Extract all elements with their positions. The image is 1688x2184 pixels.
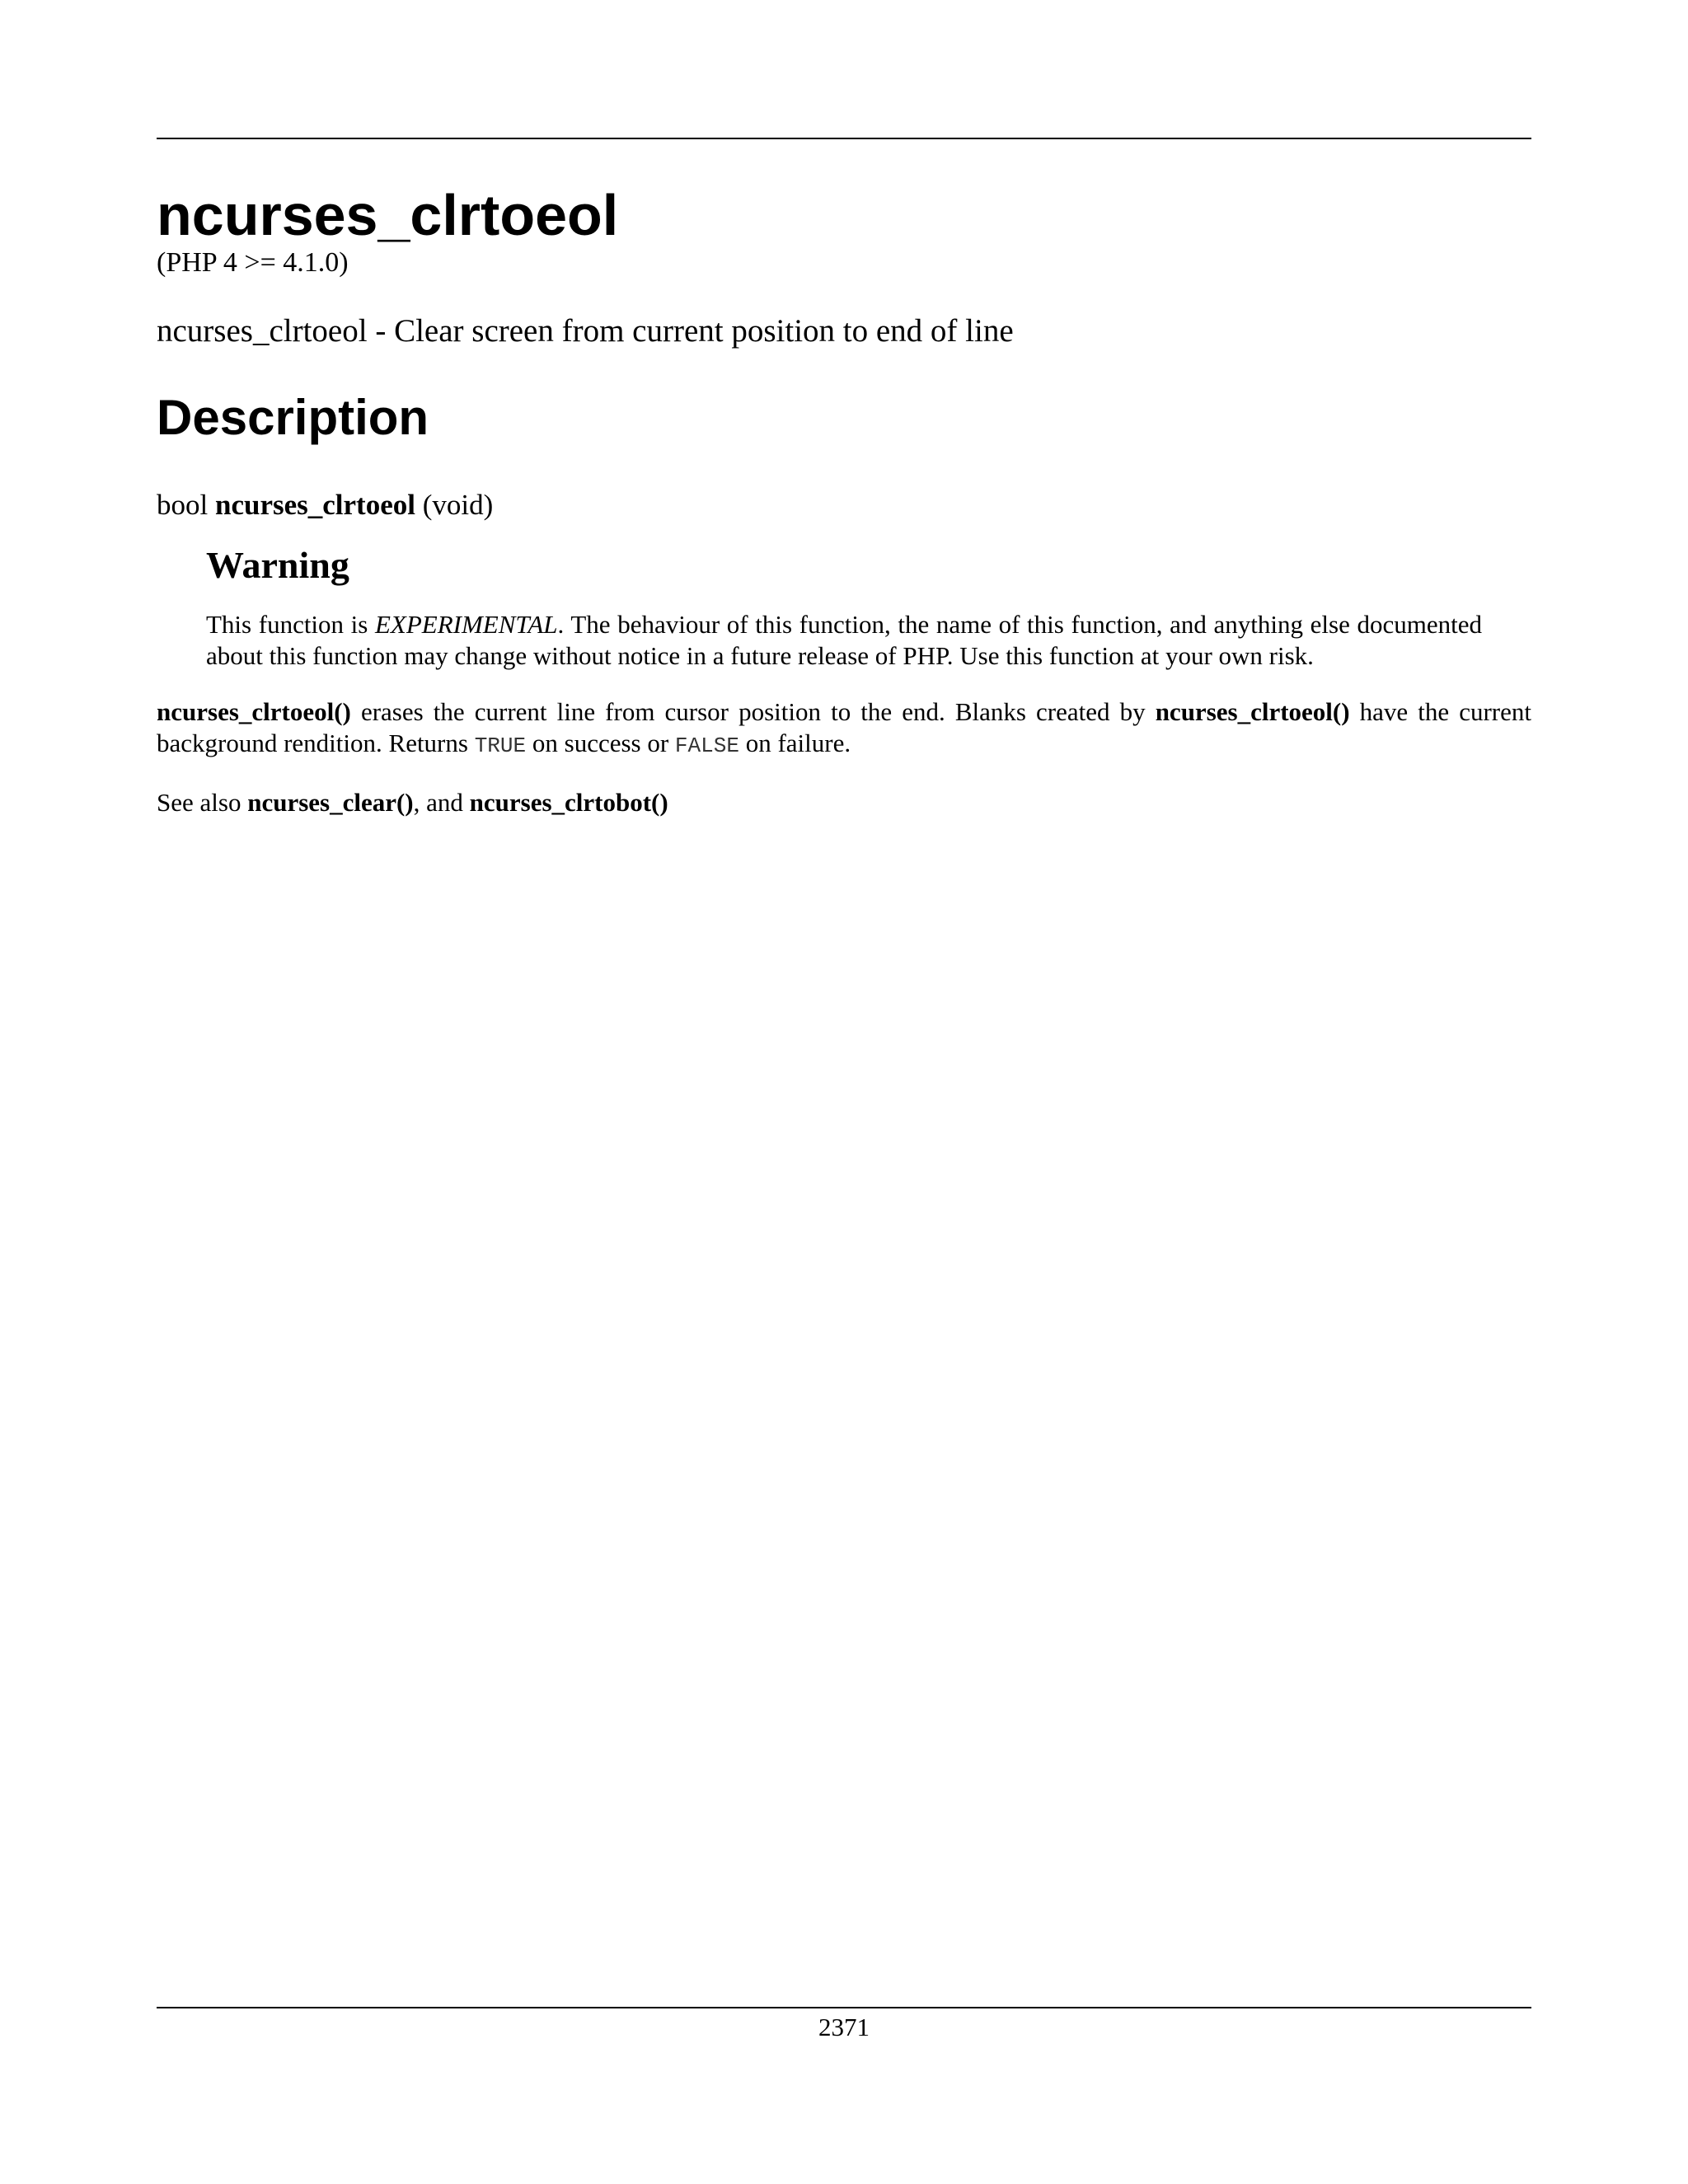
see-also-link-clrtobot[interactable]: ncurses_clrtobot(): [469, 788, 668, 818]
function-reference: ncurses_clrtoeol(): [1155, 696, 1350, 726]
version-info: (PHP 4 >= 4.1.0): [157, 246, 349, 278]
function-reference: ncurses_clrtoeol(): [157, 696, 351, 726]
page-number: 2371: [818, 2013, 870, 2041]
description-heading: Description: [157, 390, 429, 446]
true-constant: TRUE: [474, 733, 527, 758]
warning-text-part: This function is: [206, 610, 375, 640]
paragraph-text: on success or: [526, 728, 675, 757]
function-name: ncurses_clrtoeol: [214, 489, 415, 522]
page-content: [157, 185, 1531, 846]
footer-rule: [157, 2007, 1531, 2008]
warning-box: [206, 542, 1482, 672]
see-also-prefix: See also: [157, 788, 248, 818]
warning-heading: Warning: [206, 544, 349, 587]
paragraph-text: erases the current line from cursor position to the end. Blanks created by: [350, 696, 1156, 726]
false-constant: FALSE: [674, 733, 739, 758]
description-paragraph: [157, 696, 1531, 760]
header-rule: [157, 138, 1531, 139]
see-also-link-clear[interactable]: ncurses_clear(): [247, 788, 414, 818]
paragraph-text: on failure.: [738, 728, 851, 757]
function-synopsis: [157, 488, 1531, 523]
paragraph-text: have the current background rendition. Returns: [157, 696, 1531, 757]
experimental-emphasis: EXPERIMENTAL: [374, 610, 558, 640]
refpurpose: ncurses_clrtoeol - Clear screen from current position to end of line: [157, 313, 1014, 349]
page-title: ncurses_clrtoeol: [157, 183, 619, 247]
see-also-separator: , and: [413, 788, 470, 818]
warning-text-part: . The behaviour of this function, the name of this function, and anything else documented about this function may change without notice in a future release of PHP. Use this function at your own risk.: [206, 610, 1482, 671]
warning-text: [206, 609, 1482, 672]
see-also-paragraph: [157, 787, 1531, 818]
function-params: (void): [422, 489, 494, 522]
return-type: bool: [157, 489, 209, 522]
